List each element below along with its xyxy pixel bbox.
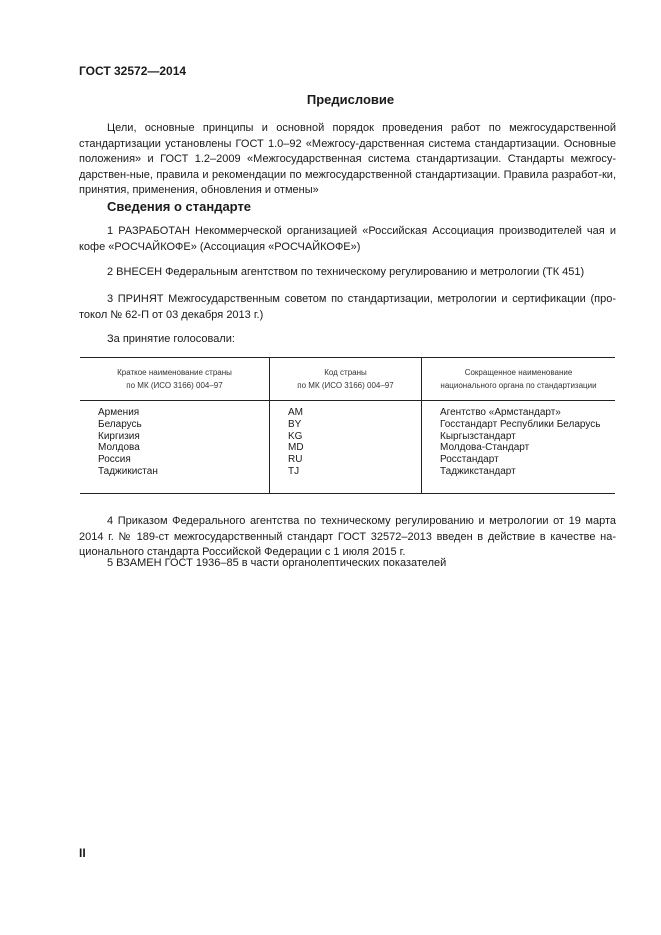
country-code: KG: [288, 430, 303, 442]
standards-body: Таджикстандарт: [440, 465, 516, 477]
country-code: TJ: [288, 465, 300, 477]
country-code: MD: [288, 442, 304, 454]
country-list: [80, 401, 270, 494]
standards-body: Кыргызстандарт: [440, 430, 516, 442]
item-developed: 1 РАЗРАБОТАН Некоммерческой организацией «Российская Ассоциация производителей чая и кофе «РОСЧАЙКОФЕ» (Ассоциация «РОСЧАЙКОФЕ»): [79, 225, 616, 253]
country-name: Россия: [98, 454, 131, 466]
table-header-row: [80, 358, 615, 401]
country-code: RU: [288, 454, 303, 466]
standards-body: Молдова-Стандарт: [440, 442, 530, 454]
page-title: Предисловие: [306, 92, 395, 107]
header-body: Сокращенное наименование национального органа по стандартизации: [422, 358, 616, 401]
country-name: Молдова: [98, 442, 140, 454]
item-adopted: 3 ПРИНЯТ Межгосударственным советом по стандартизации, метрологии и сертификации (про-токол № 62-П от 03 декабря 2013 г.): [79, 293, 616, 321]
code-list: [270, 401, 422, 494]
header-country: Краткое наименование страны по МК (ИСО 3166) 004–97: [80, 358, 270, 401]
standards-body: Росстандарт: [440, 454, 499, 466]
document-header: ГОСТ 32572—2014: [79, 64, 187, 78]
section-title: Сведения о стандарте: [107, 199, 252, 214]
page-number: II: [79, 846, 86, 860]
body-list: [422, 401, 616, 494]
standards-body: Госстандарт Республики Беларусь: [440, 418, 601, 430]
table-row: [80, 401, 615, 494]
country-code: AM: [288, 407, 303, 418]
item-introduced: 2 ВНЕСЕН Федеральным агентством по техническому регулированию и метрологии (ТК 451): [107, 266, 585, 278]
item-enacted: 4 Приказом Федерального агентства по техническому регулированию и метрологии от 19 марта 2014 г. № 189-ст межгосударственный стандарт ГОСТ 32572–2013 введен в действие в качестве на-ционального стандарта Российской Федерации с 1 июля 2015 г.: [79, 515, 616, 558]
country-name: Беларусь: [98, 418, 142, 430]
voting-table: [80, 357, 615, 494]
preface-paragraph: Цели, основные принципы и основной порядок проведения работ по межгосударственной стандартизации установлены ГОСТ 1.0–92 «Межгосу-дарственная система стандартизации. Основные положения» и ГОСТ 1.2–2009 «Межгосударственная система стандартизации. Стандарты межгосу-дарствен-ные, правила и рекомендации по межгосударственной стандартизации. Правила разработ-ки, принятия, применения, обновления и отмены»: [79, 122, 616, 196]
country-name: Таджикистан: [98, 465, 158, 477]
country-name: Армения: [98, 407, 140, 418]
country-code: BY: [288, 418, 302, 430]
item-replaces: 5 ВЗАМЕН ГОСТ 1936–85 в части органолептических показателей: [107, 557, 447, 569]
voted-label: За принятие голосовали:: [107, 333, 235, 345]
standards-body: Агентство «Армстандарт»: [440, 407, 561, 418]
header-code: Код страны по МК (ИСО 3166) 004–97: [270, 358, 422, 401]
country-name: Киргизия: [98, 430, 140, 442]
